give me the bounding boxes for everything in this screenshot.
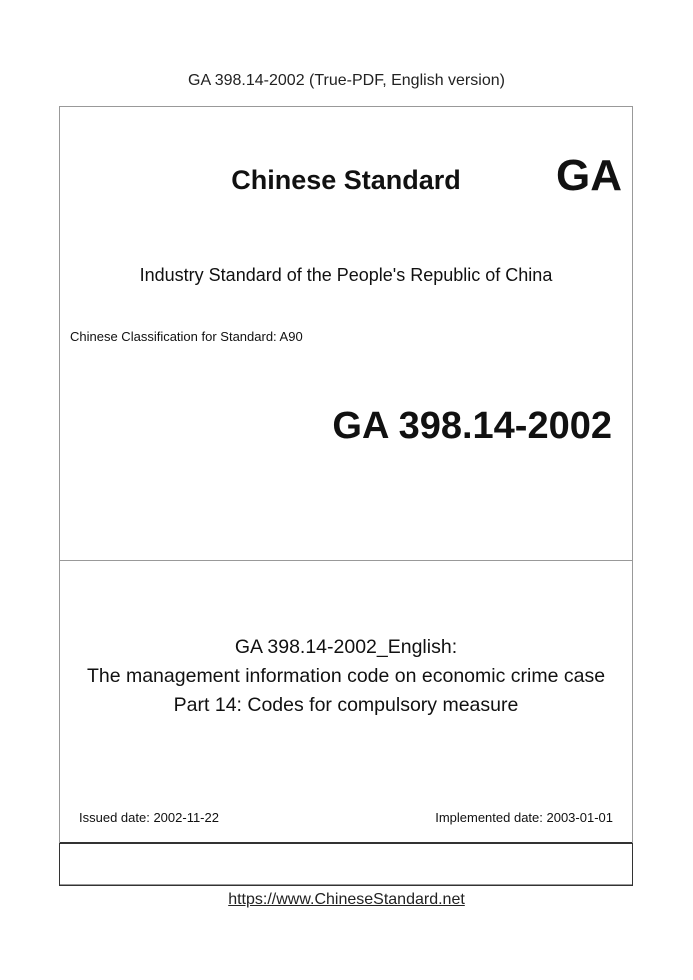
document-title-line-1: GA 398.14-2002_English: (234, 636, 458, 658)
standard-number: GA 398.14-2002 (332, 405, 612, 447)
cover-title (60, 165, 632, 196)
footer-website-link[interactable]: https://www.ChineseStandard.net (228, 891, 465, 908)
document-title-line-2: The management information code on economic crime case (86, 665, 606, 687)
standard-code-mark: GA (556, 151, 622, 200)
issued-date: Issued date: 2002-11-22 (79, 810, 219, 825)
cover-bottom-box (59, 843, 633, 886)
document-title-block (60, 633, 632, 720)
cover-title-text: Chinese Standard (231, 165, 461, 195)
cover-top-section (60, 107, 632, 561)
cover-middle-section (60, 561, 632, 843)
implemented-date: Implemented date: 2003-01-01 (435, 810, 613, 825)
industry-standard-line: Industry Standard of the People's Republic of China (139, 265, 553, 285)
document-title-line-3: Part 14: Codes for compulsory measure (173, 694, 519, 716)
page-header: GA 398.14-2002 (True-PDF, English version) (188, 72, 505, 89)
classification-line: Chinese Classification for Standard: A90 (70, 329, 303, 344)
cover-frame (59, 106, 633, 885)
